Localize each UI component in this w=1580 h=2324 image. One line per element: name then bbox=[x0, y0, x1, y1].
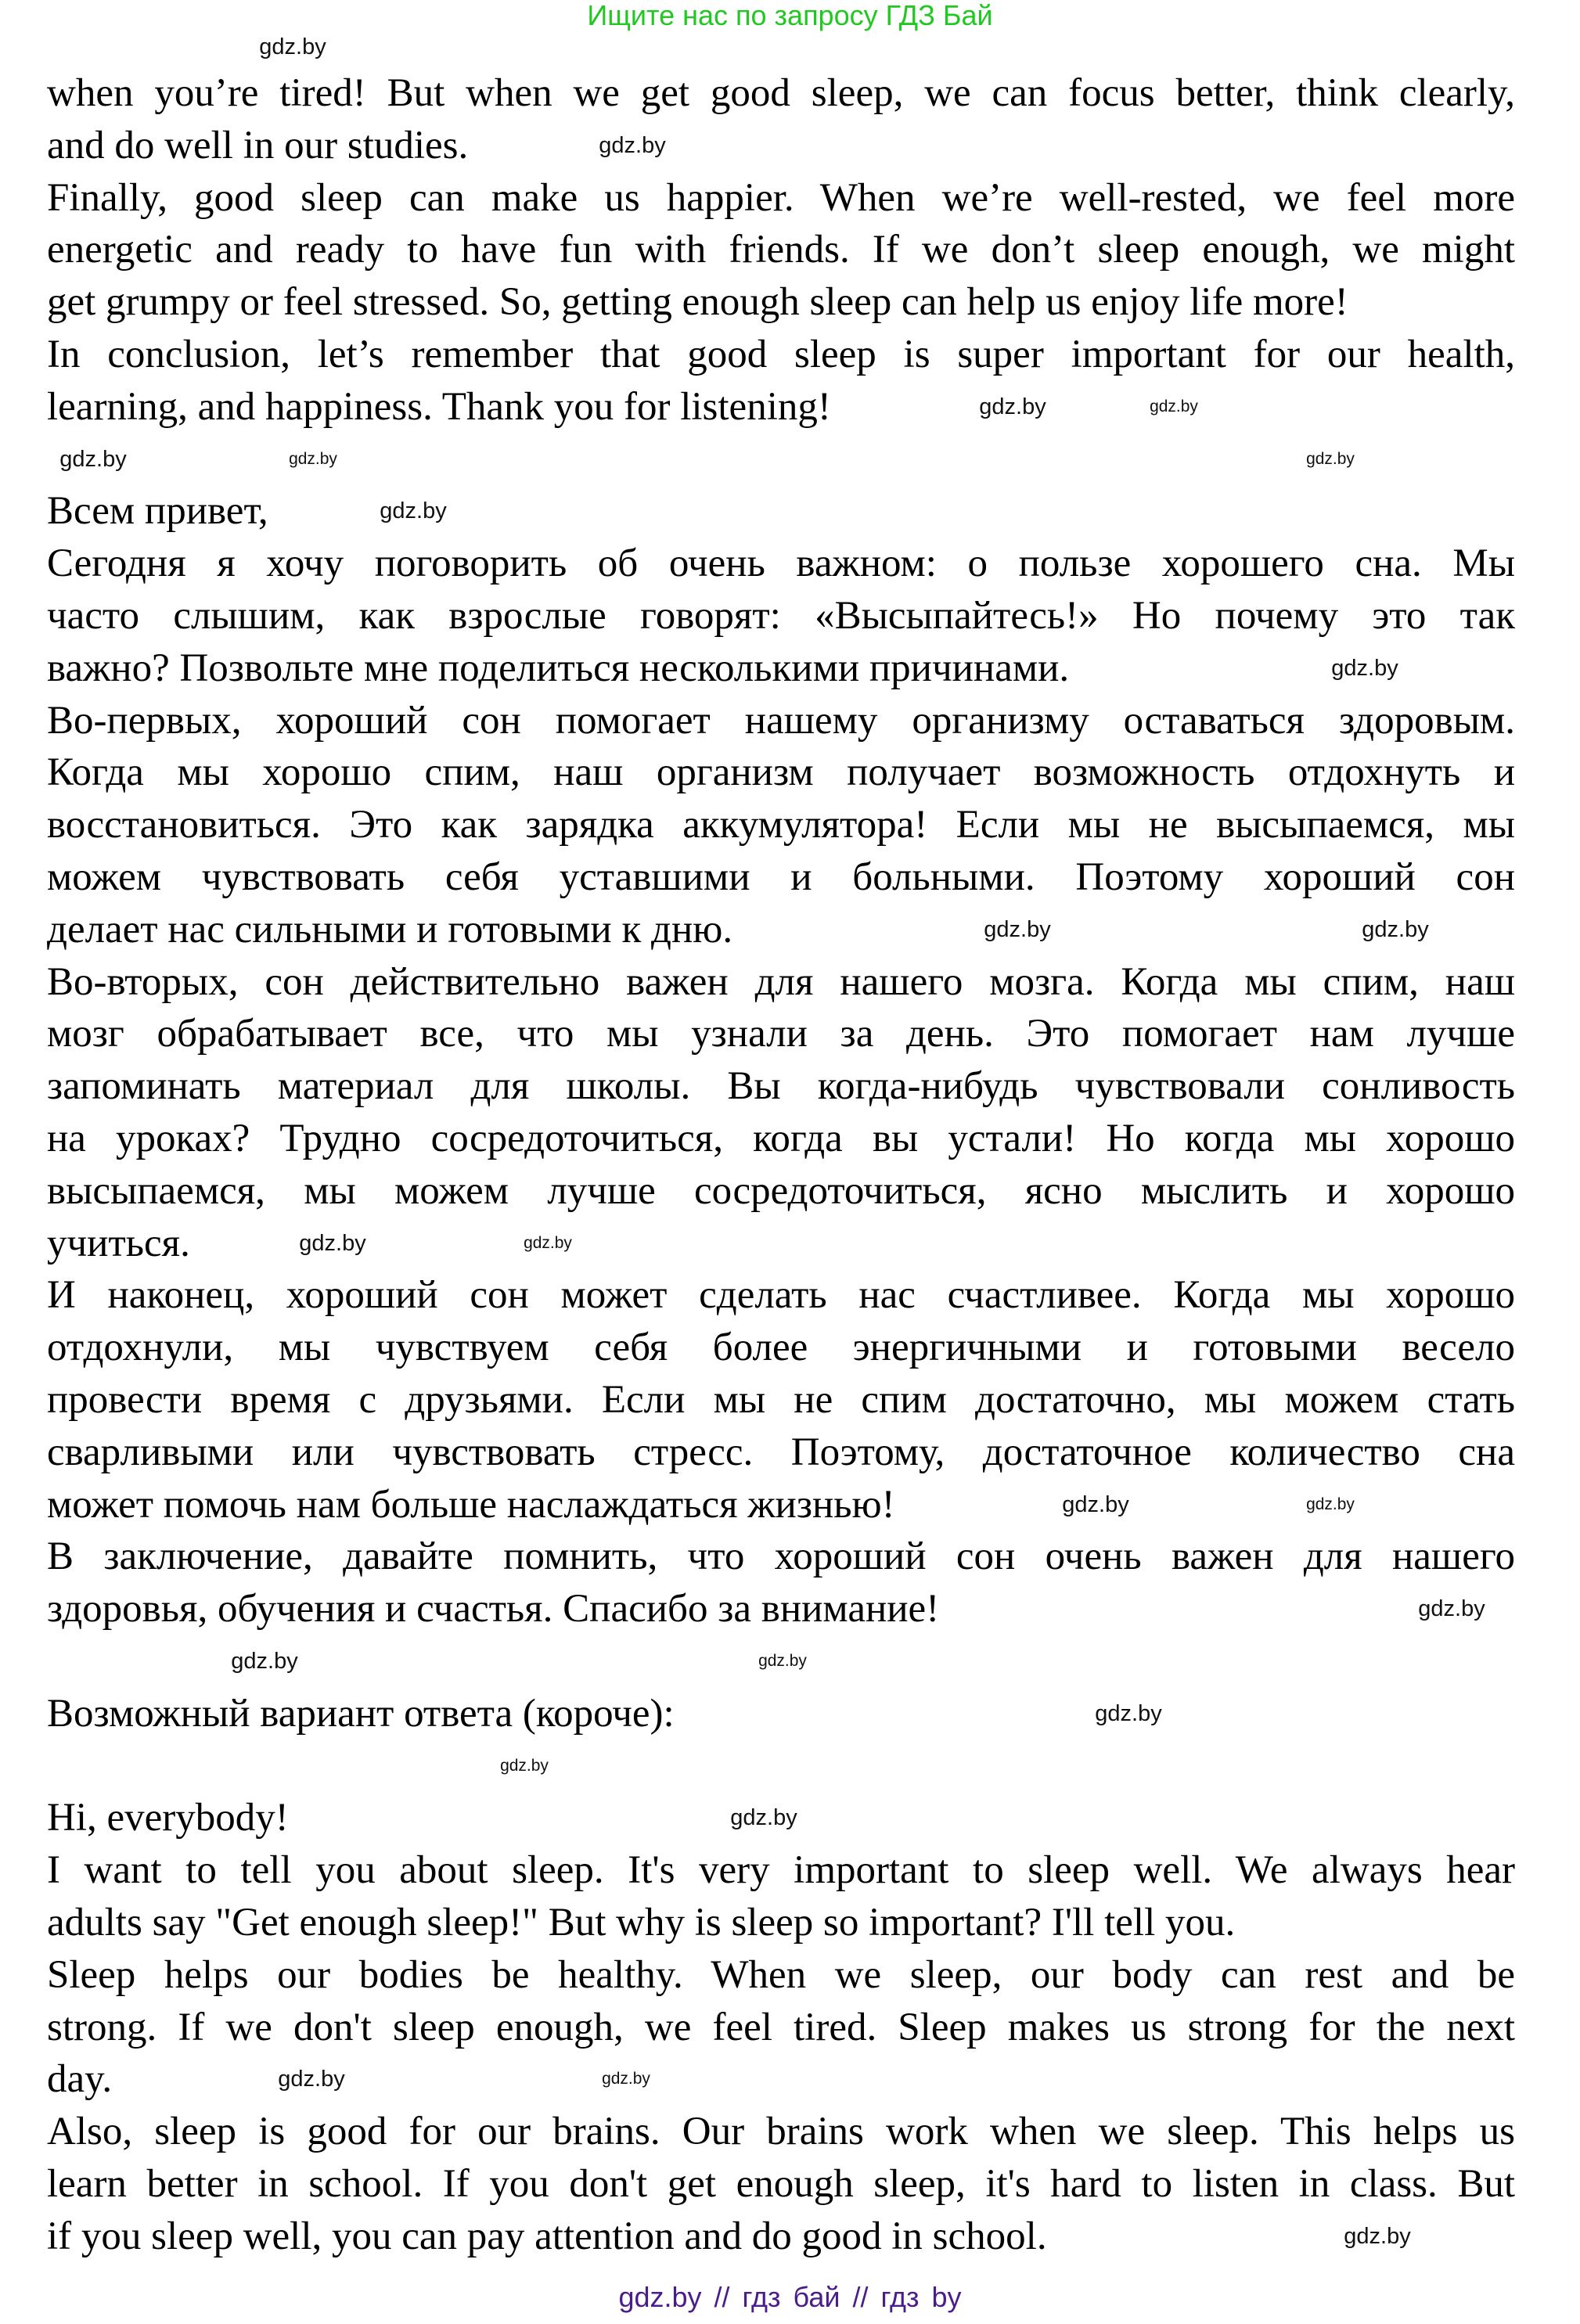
text-line: важно? Позвольте мне поделиться несколькими причинами. bbox=[47, 646, 1070, 690]
text-line: Finally, good sleep can make us happier. When we’re well-rested, we feel more bbox=[47, 175, 1515, 220]
text-line: strong. If we don't sleep enough, we feel tired. Sleep makes us strong for the next bbox=[47, 2005, 1515, 2049]
watermark-text: gdz.by bbox=[278, 2067, 345, 2092]
text-line: высыпаемся, мы можем лучше сосредоточиться, ясно мыслить и хорошо bbox=[47, 1168, 1515, 1213]
watermark-text: gdz.by bbox=[231, 1649, 298, 1674]
text-line: В заключение, давайте помнить, что хороший сон очень важен для нашего bbox=[47, 1534, 1515, 1579]
text-line: if you sleep well, you can pay attention and do good in school. bbox=[47, 2214, 1047, 2258]
watermark-text: gdz.by bbox=[984, 917, 1051, 942]
watermark-text: gdz.by bbox=[380, 498, 447, 523]
watermark-text: gdz.by bbox=[1344, 2224, 1411, 2249]
text-line: Всем привет, bbox=[47, 489, 268, 534]
text-line: I want to tell you about sleep. It's very important to sleep well. We always hear bbox=[47, 1848, 1515, 1893]
text-line: Когда мы хорошо спим, наш организм получает возможность отдохнуть и bbox=[47, 750, 1515, 795]
watermark-text: gdz.by bbox=[1150, 398, 1198, 416]
watermark-text: gdz.by bbox=[500, 1757, 549, 1775]
text-line: здоровья, обучения и счастья. Спасибо за внимание! bbox=[47, 1587, 940, 1631]
text-line: Сегодня я хочу поговорить об очень важном: о пользе хорошего сна. Мы bbox=[47, 541, 1515, 586]
text-line: learn better in school. If you don't get enough sleep, it's hard to listen in class. But bbox=[47, 2162, 1515, 2206]
text-line: Во-вторых, сон действительно важен для нашего мозга. Когда мы спим, наш bbox=[47, 959, 1515, 1004]
watermark-text: gdz.by bbox=[979, 394, 1046, 419]
watermark-text: gdz.by bbox=[259, 34, 326, 59]
watermark-text: gdz.by bbox=[524, 1234, 572, 1252]
text-line: учиться. bbox=[47, 1221, 190, 1265]
text-line: day. bbox=[47, 2057, 113, 2102]
text-line: Hi, everybody! bbox=[47, 1796, 289, 1840]
watermark-text: gdz.by bbox=[1418, 1596, 1485, 1621]
watermark-text: gdz.by bbox=[730, 1805, 797, 1830]
search-banner[interactable]: Ищите нас по запросу ГДЗ Бай bbox=[587, 0, 993, 31]
text-line: energetic and ready to have fun with friends. If we don’t sleep enough, we might bbox=[47, 228, 1515, 272]
text-line: сварливыми или чувствовать стресс. Поэтому, достаточное количество сна bbox=[47, 1430, 1515, 1474]
watermark-text: gdz.by bbox=[1095, 1701, 1162, 1726]
text-line: отдохнули, мы чувствуем себя более энергичными и готовыми весело bbox=[47, 1326, 1515, 1370]
watermark-text: gdz.by bbox=[758, 1652, 807, 1670]
text-line: adults say "Get enough sleep!" But why is sleep so important? I'll tell you. bbox=[47, 1901, 1236, 1944]
watermark-text: gdz.by bbox=[599, 133, 666, 158]
watermark-text: gdz.by bbox=[1362, 917, 1429, 942]
text-line: на уроках? Трудно сосредоточиться, когда вы устали! Но когда мы хорошо bbox=[47, 1117, 1515, 1160]
text-line: Sleep helps our bodies be healthy. When we sleep, our body can rest and be bbox=[47, 1952, 1515, 1997]
watermark-text: gdz.by bbox=[289, 450, 337, 468]
watermark-text: gdz.by bbox=[299, 1231, 366, 1256]
text-line: И наконец, хороший сон может сделать нас счастливее. Когда мы хорошо bbox=[47, 1273, 1515, 1318]
text-line: делает нас сильными и готовыми к дню. bbox=[47, 907, 733, 952]
watermark-text: gdz.by bbox=[1062, 1492, 1129, 1517]
text-line: In conclusion, let’s remember that good sleep is super important for our health, bbox=[47, 333, 1515, 376]
text-line: запоминать материал для школы. Вы когда-нибудь чувствовали сонливость bbox=[47, 1064, 1515, 1109]
text-line: провести время с друзьями. Если мы не спим достаточно, мы можем стать bbox=[47, 1378, 1515, 1422]
text-line: get grumpy or feel stressed. So, getting enough sleep can help us enjoy life more! bbox=[47, 280, 1348, 325]
text-line: может помочь нам больше наслаждаться жизнью! bbox=[47, 1482, 895, 1527]
text-line: learning, and happiness. Thank you for listening! bbox=[47, 384, 831, 429]
text-line: when you’re tired! But when we get good sleep, we can focus better, think clearly, bbox=[47, 71, 1515, 115]
watermark-text: gdz.by bbox=[1306, 1495, 1355, 1513]
footer-links[interactable]: gdz.by // гдз бай // гдз by bbox=[618, 2281, 962, 2313]
watermark-text: gdz.by bbox=[1306, 450, 1355, 468]
text-line: часто слышим, как взрослые говорят: «Высыпайтесь!» Но почему это так bbox=[47, 594, 1515, 638]
text-line: Also, sleep is good for our brains. Our brains work when we sleep. This helps us bbox=[47, 2110, 1515, 2154]
text-line: мозг обрабатывает все, что мы узнали за день. Это помогает нам лучше bbox=[47, 1012, 1515, 1056]
text-line: and do well in our studies. bbox=[47, 123, 469, 167]
watermark-text: gdz.by bbox=[602, 2070, 650, 2088]
text-line: Возможный вариант ответа (короче): bbox=[47, 1691, 675, 1736]
watermark-text: gdz.by bbox=[59, 447, 127, 472]
watermark-text: gdz.by bbox=[1331, 656, 1398, 681]
text-line: Во-первых, хороший сон помогает нашему организму оставаться здоровым. bbox=[47, 698, 1515, 743]
text-line: восстановиться. Это как зарядка аккумулятора! Если мы не высыпаемся, мы bbox=[47, 803, 1515, 847]
text-line: можем чувствовать себя уставшими и больными. Поэтому хороший сон bbox=[47, 855, 1515, 899]
